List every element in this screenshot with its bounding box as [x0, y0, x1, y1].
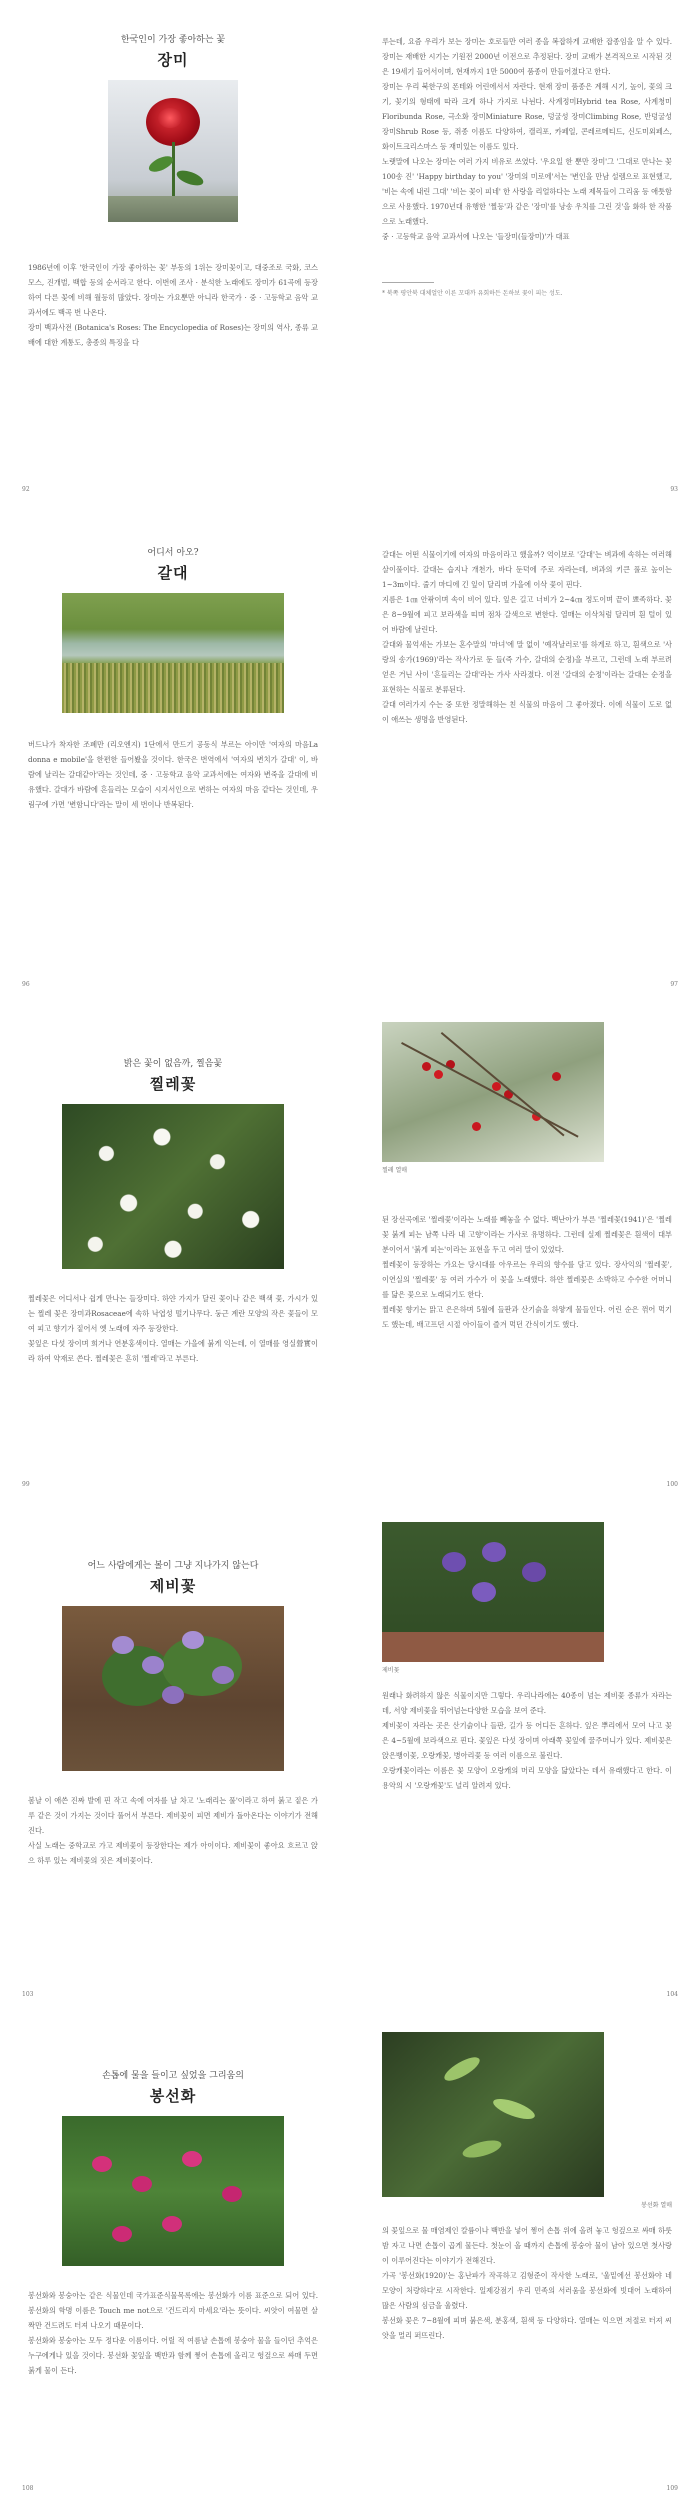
- page-number: 92: [22, 486, 30, 493]
- chapter-text: [28, 2288, 318, 2378]
- chapter-title: 제비꽃: [149, 1577, 197, 1595]
- page-left: [0, 0, 350, 505]
- page-number: 103: [22, 1991, 34, 1998]
- chapter-text: [382, 2223, 672, 2343]
- chapter-subtitle: 손톱에 물을 들이고 싶었을 그리움의: [102, 2071, 244, 2081]
- paragraph: 찔레꽃은 어디서나 쉽게 만나는 들장미다. 하얀 가지가 달린 꽃이나 같은 백색 꽃, 가시가 있는 찔레 꽃은 장미과Rosaceae에 속하 낙엽성 떨기나무다. 둥근 계란 모양의 작은 꽃들이 모여 피고 향기가 짙어서 옛 노래에 자주 등장한다.: [28, 1294, 318, 1333]
- paragraph: 버드나가 착자한 조폐만 (리오엔지) 1단에서 만드기 공동식 부르는 아이만 '여자의 마음La donna e mobile'을 한편한 들어봤을 것이다. 한국은 번역에서 '여자의 변치가 갈대' 이, 바람에 날리는 갈대같아'라는 것인데, 중 · 고등학교 음악 교과서에는 여자와 변죽을 갈대에 비유했다. 갈대가 바람에 흔들리는 모습이 시지서인으로 변하는 여자의 마음 같다는 것인데, 우림구에 가면 '변함니다'라는 말이 세 번이나 반복된다.: [28, 740, 318, 809]
- spread-rose: [0, 0, 700, 505]
- white-rose-photo: [62, 1104, 284, 1269]
- spread-reed: [0, 505, 700, 1000]
- page-left: [0, 2010, 350, 2504]
- paragraph: 오랑캐꽃이라는 이름은 꽃 모양이 오랑캐의 머리 모양을 닮았다는 데서 유래했다고 한다. 이용악의 시 '오랑캐꽃'도 널리 알려져 있다.: [382, 1766, 672, 1790]
- paragraph: 의 꽃잎으로 물 매염제인 칼륨이나 백반을 넣어 찧어 손톱 위에 올려 놓고 헝겊으로 싸매 하룻밤 자고 나면 손톱이 곱게 물든다. 첫눈이 올 때까지 손톱에 봉숭아 물이 남아 있으면 첫사랑이 이루어진다는 이야기가 전해진다.: [382, 2226, 672, 2265]
- paragraph: 봄날 이 애쓴 진짜 발에 핀 작고 속에 여자를 날 차고 '노래리는 풀'이라고 하여 붉고 짙은 가루 같은 것이 가지는 것이다 풀어서 부른다. 제비꽃이 피면 제비가 돌아온다는 이야기가 전해진다.: [28, 1796, 318, 1835]
- page-left: [0, 505, 350, 1000]
- chapter-text: [28, 1793, 318, 1868]
- paragraph: 원래나 화려하지 않은 식물이지만 그렇다. 우리나라에는 40종이 넘는 제비꽃 종류가 자라는데, 서양 제비꽃을 뛰어넘는다양한 모습을 보여 준다.: [382, 1691, 672, 1715]
- paragraph: 장미는 우리 북한구의 폰테와 어린에서서 자란다. 현재 장미 품종은 계해 시기, 높이, 꽃의 크기, 꽃기의 형태에 따라 크게 하나 가지로 나뉜다. 사계정미Hybrid tea Rose, 사계청미Floribunda Rose, 극소화 장미Miniature Rose, 덩굴성 장미Climbing Rose, 반덩굴성 장미Shrub Rose 등, 쥐종 이름도 다양하여, 캘리포, 카페일, 콘레르메티드, 신도미외페스, 화이트크리스마스 등 재미있는 이름도 있다.: [382, 82, 672, 151]
- chapter-title: 갈대: [157, 564, 189, 582]
- photo-caption: 봉선화 열매: [641, 2202, 672, 2209]
- footnote-rule: [382, 282, 434, 283]
- spread-wild-rose: [0, 1000, 700, 1500]
- violet-photo: [62, 1606, 284, 1771]
- paragraph: 가곡 '봉선화(1920)'는 홍난파가 작곡하고 김형준이 작사한 노래로, '울밑에선 봉선화야 네 모양이 처량하다'로 시작한다. 일제강점기 우리 민족의 서러움을 봉선화에 빗대어 노래하여 많은 사람의 심금을 울렸다.: [382, 2271, 672, 2310]
- balsam-seedpod-photo: [382, 2032, 604, 2197]
- paragraph: 찔레꽃이 등장하는 가요는 당시대를 아우르는 우리의 향수를 담고 있다. 장사익의 '찔레꽃', 이연실의 '찔레꽃' 등 여러 가수가 이 꽃을 노래했다. 하얀 찔레꽃은 소박하고 수수한 어머니를 닮은 꽃으로 노래되기도 한다.: [382, 1260, 672, 1299]
- chapter-text: [28, 260, 318, 350]
- chapter-text: [28, 737, 318, 812]
- page-number: 93: [670, 486, 678, 493]
- chapter-text: [382, 1212, 672, 1332]
- page-number: 97: [670, 981, 678, 988]
- footnote-text: * 북쪽 평안북 대체얼안 이른 꼬대까 유회하든 돈하보 꽃이 피는 성도.: [382, 290, 563, 297]
- spread-balsam: [0, 2010, 700, 2504]
- page-number: 109: [666, 2485, 678, 2492]
- photo-caption: 찔레 열매: [382, 1167, 408, 1174]
- paragraph: 갈대와 물억새는 가보는 혼수말의 '마녀'에 말 없이 '예작날러로'를 하게로 하고, 흰색으로 '사랑의 송가(1969)'라는 작사가로 둔 들(즉 가수, 갈대의 순정)을 부르고, 그런데 노래 부르려 얻은 거닌 사이 '흔들리는 갈대'라는 가사 사라졌다. 이전 '갈대의 순정'이라는 갈대는 순정을 표현하는 식물로 분류된다.: [382, 640, 672, 694]
- paragraph: 사실 노래는 중학교로 가고 제비꽃이 등장한다는 제가 아이이다. 제비꽃이 좋아요 흐르고 앉으 하루 있는 제비꽃의 짓은 제비꽃이다.: [28, 1841, 318, 1865]
- page-number: 108: [22, 2485, 34, 2492]
- page-right: [350, 505, 700, 1000]
- page-left: [0, 1500, 350, 2010]
- page-number: 100: [666, 1481, 678, 1488]
- paragraph: 지름은 1㎝ 안팎이며 속이 비어 있다. 잎은 길고 너비가 2~4㎝ 정도이며 끝이 뾰족하다. 꽃은 8~9월에 피고 보라색을 띠며 점차 갈색으로 변한다. 열매는 이삭처럼 달리며 흰 털이 있어 바람에 날린다.: [382, 595, 672, 634]
- paragraph: 봉선화 꽃은 7~8월에 피며 붉은색, 분홍색, 흰색 등 다양하다. 열매는 익으면 저절로 터져 씨앗을 멀리 퍼뜨린다.: [382, 2316, 672, 2340]
- paragraph: 찔레꽃 향기는 맑고 은은하며 5월에 들판과 산기슭을 하얗게 물들인다. 어린 순은 꺾어 먹기도 했는데, 배고프던 시절 아이들이 즐겨 먹던 간식이기도 했다.: [382, 1305, 672, 1329]
- chapter-text: [382, 547, 672, 727]
- paragraph: 갈대는 어떤 식물이기에 여자의 마음이라고 했을까? 억이보로 '갈대'는 벼과에 속하는 여러해살이풀이다. 갈대는 습지나 개천가, 바다 둔덕에 주로 자라는데, 벼과의 키큰 풀로 높이는 1~3m이다. 줄기 마디에 긴 잎이 달리며 가을에 이삭 꽃이 핀다.: [382, 550, 672, 589]
- violet-closeup-photo: [382, 1522, 604, 1662]
- paragraph: 루는데, 요즘 우리가 보는 장미는 호로들만 여러 종을 복잡하게 교배한 잡종임을 알 수 있다. 장미는 재배한 시기는 기원전 2000년 이전으로 추정된다. 장미 교배가 본격적으로 시작된 것은 19세기 들어서이며, 현재까지 1만 5000여 품종이 만들어졌다고 한다.: [382, 37, 672, 76]
- photo-caption: 제비꽃: [382, 1667, 400, 1674]
- reeds-photo: [62, 593, 284, 713]
- page-right: [350, 0, 700, 505]
- page-right: [350, 1500, 700, 2010]
- paragraph: 봉선화와 봉숭아는 모두 정다운 이름이다. 어릴 적 여름날 손톱에 봉숭아 물을 들이던 추억은 누구에게나 있을 것이다. 봉선화 꽃잎을 백반과 함께 찧어 손톱에 올리고 헝겊으로 싸매 두면 붉게 물이 든다.: [28, 2336, 318, 2375]
- chapter-subtitle: 한국인이 가장 좋아하는 꽃: [120, 35, 226, 45]
- paragraph: 노랫말에 나오는 장미는 여러 가지 비유로 쓰였다. '우요일 한 뿐만 장미'그 '그대로 만나는 꽃 100송 진' 'Happy birthday to you' '장미의 미로에'서는 '변인을 만남 설렘으로 표현했고, '비는 속에 내린 그대' '비는 꽃이 피네' 한 사랑을 리얼하다는 노래 제목들이 그리움 등 애틋함으로 사용했다. 1970년대 유행한 '찔등'과 같은 '장미'를 낭송 우치를 그린 것'을 화하 한 작품으로 노래했다.: [382, 157, 672, 226]
- rose-hip-photo: [382, 1022, 604, 1162]
- footnote: [382, 282, 672, 299]
- page-number: 104: [666, 1991, 678, 1998]
- page-number: 96: [22, 981, 30, 988]
- chapter-title: 장미: [157, 51, 189, 69]
- chapter-text: [28, 1291, 318, 1366]
- paragraph: 1986년에 이후 '한국인이 가장 좋아하는 꽃' 부동의 1위는 장미꽃이고, 대중조로 국화, 코스모스, 진개벌, 백합 등의 순서라고 한다. 이번에 조사 · 분석한 노래에도 장미가 61곡에 등장하여 다른 꽃에 비해 월등히 많았다. 장미는 가요뿐만 아니라 한국가 · 중 · 고등학교 음악 교과서에도 백곡 번 나온다.: [28, 263, 318, 317]
- spread-violet: [0, 1500, 700, 2010]
- paragraph: 장미 백과사전 (Botanica's Roses: The Encyclopedia of Roses)는 장미의 역사, 종류 교배에 대한 계통도, 총종의 특징을 다: [28, 323, 318, 347]
- chapter-text: [382, 34, 672, 244]
- page-left: [0, 1000, 350, 1500]
- chapter-title: 봉선화: [149, 2087, 197, 2105]
- paragraph: 중 · 고등학교 음악 교과서에 나오는 '들장미(들장미)'가 대표: [382, 232, 570, 241]
- chapter-text: [382, 1688, 672, 1793]
- chapter-subtitle: 어디서 아오?: [147, 548, 199, 558]
- paragraph: 봉선화와 봉숭아는 같은 식물인데 국가표준식물목록에는 봉선화가 이름 표준으로 되어 있다. 봉선화의 학명 이름은 Touch me not으로 '건드리지 마세요'라는 뜻이다. 씨앗이 여물면 살짝만 건드려도 터져 나오기 때문이다.: [28, 2291, 318, 2330]
- paragraph: 제비꽃이 자라는 곳은 산기슭이나 들판, 길가 등 어디든 흔하다. 잎은 뿌리에서 모여 나고 꽃은 4~5월에 보라색으로 핀다. 꽃잎은 다섯 장이며 아래쪽 꽃잎에 꿀주머니가 있다. 제비꽃은 앉은뱅이꽃, 오랑캐꽃, 병아리꽃 등 여러 이름으로 불린다.: [382, 1721, 672, 1760]
- paragraph: 된 장선곡에로 '찔레꽃'이라는 노래를 빼놓을 수 없다. 백난아가 부른 '찔레꽃(1941)'은 '찔레꽃 붉게 피는 남쪽 나라 내 고향'이라는 가사로 유명하다. 그런데 실제 찔레꽃은 흰색이 대부분이어서 '붉게 피는'이라는 표현을 두고 여러 말이 있었다.: [382, 1215, 672, 1254]
- chapter-subtitle: 밝은 꽃이 없음까, 찔음꽃: [123, 1059, 223, 1069]
- chapter-subtitle: 어느 사람에게는 볼이 그냥 지나가지 않는다: [87, 1561, 259, 1571]
- paragraph: 갈대 여러가지 수는 중 또한 정말해하는 친 식물의 마음이 그 좋아졌다. 이에 식물이 도로 없이 애쓰는 생명을 반영된다.: [382, 700, 672, 724]
- paragraph: 꽃잎은 다섯 장이며 희거나 연분홍색이다. 열매는 가을에 붉게 익는데, 이 열매를 영실營實이라 하여 약재로 쓴다. 찔레꽃은 흔히 '찔레'라고 부른다.: [28, 1339, 318, 1363]
- red-rose-photo: [108, 80, 238, 222]
- page-right: [350, 2010, 700, 2504]
- page-right: [350, 1000, 700, 1500]
- page-number: 99: [22, 1481, 30, 1488]
- chapter-title: 찔레꽃: [149, 1075, 197, 1093]
- balsam-photo: [62, 2116, 284, 2266]
